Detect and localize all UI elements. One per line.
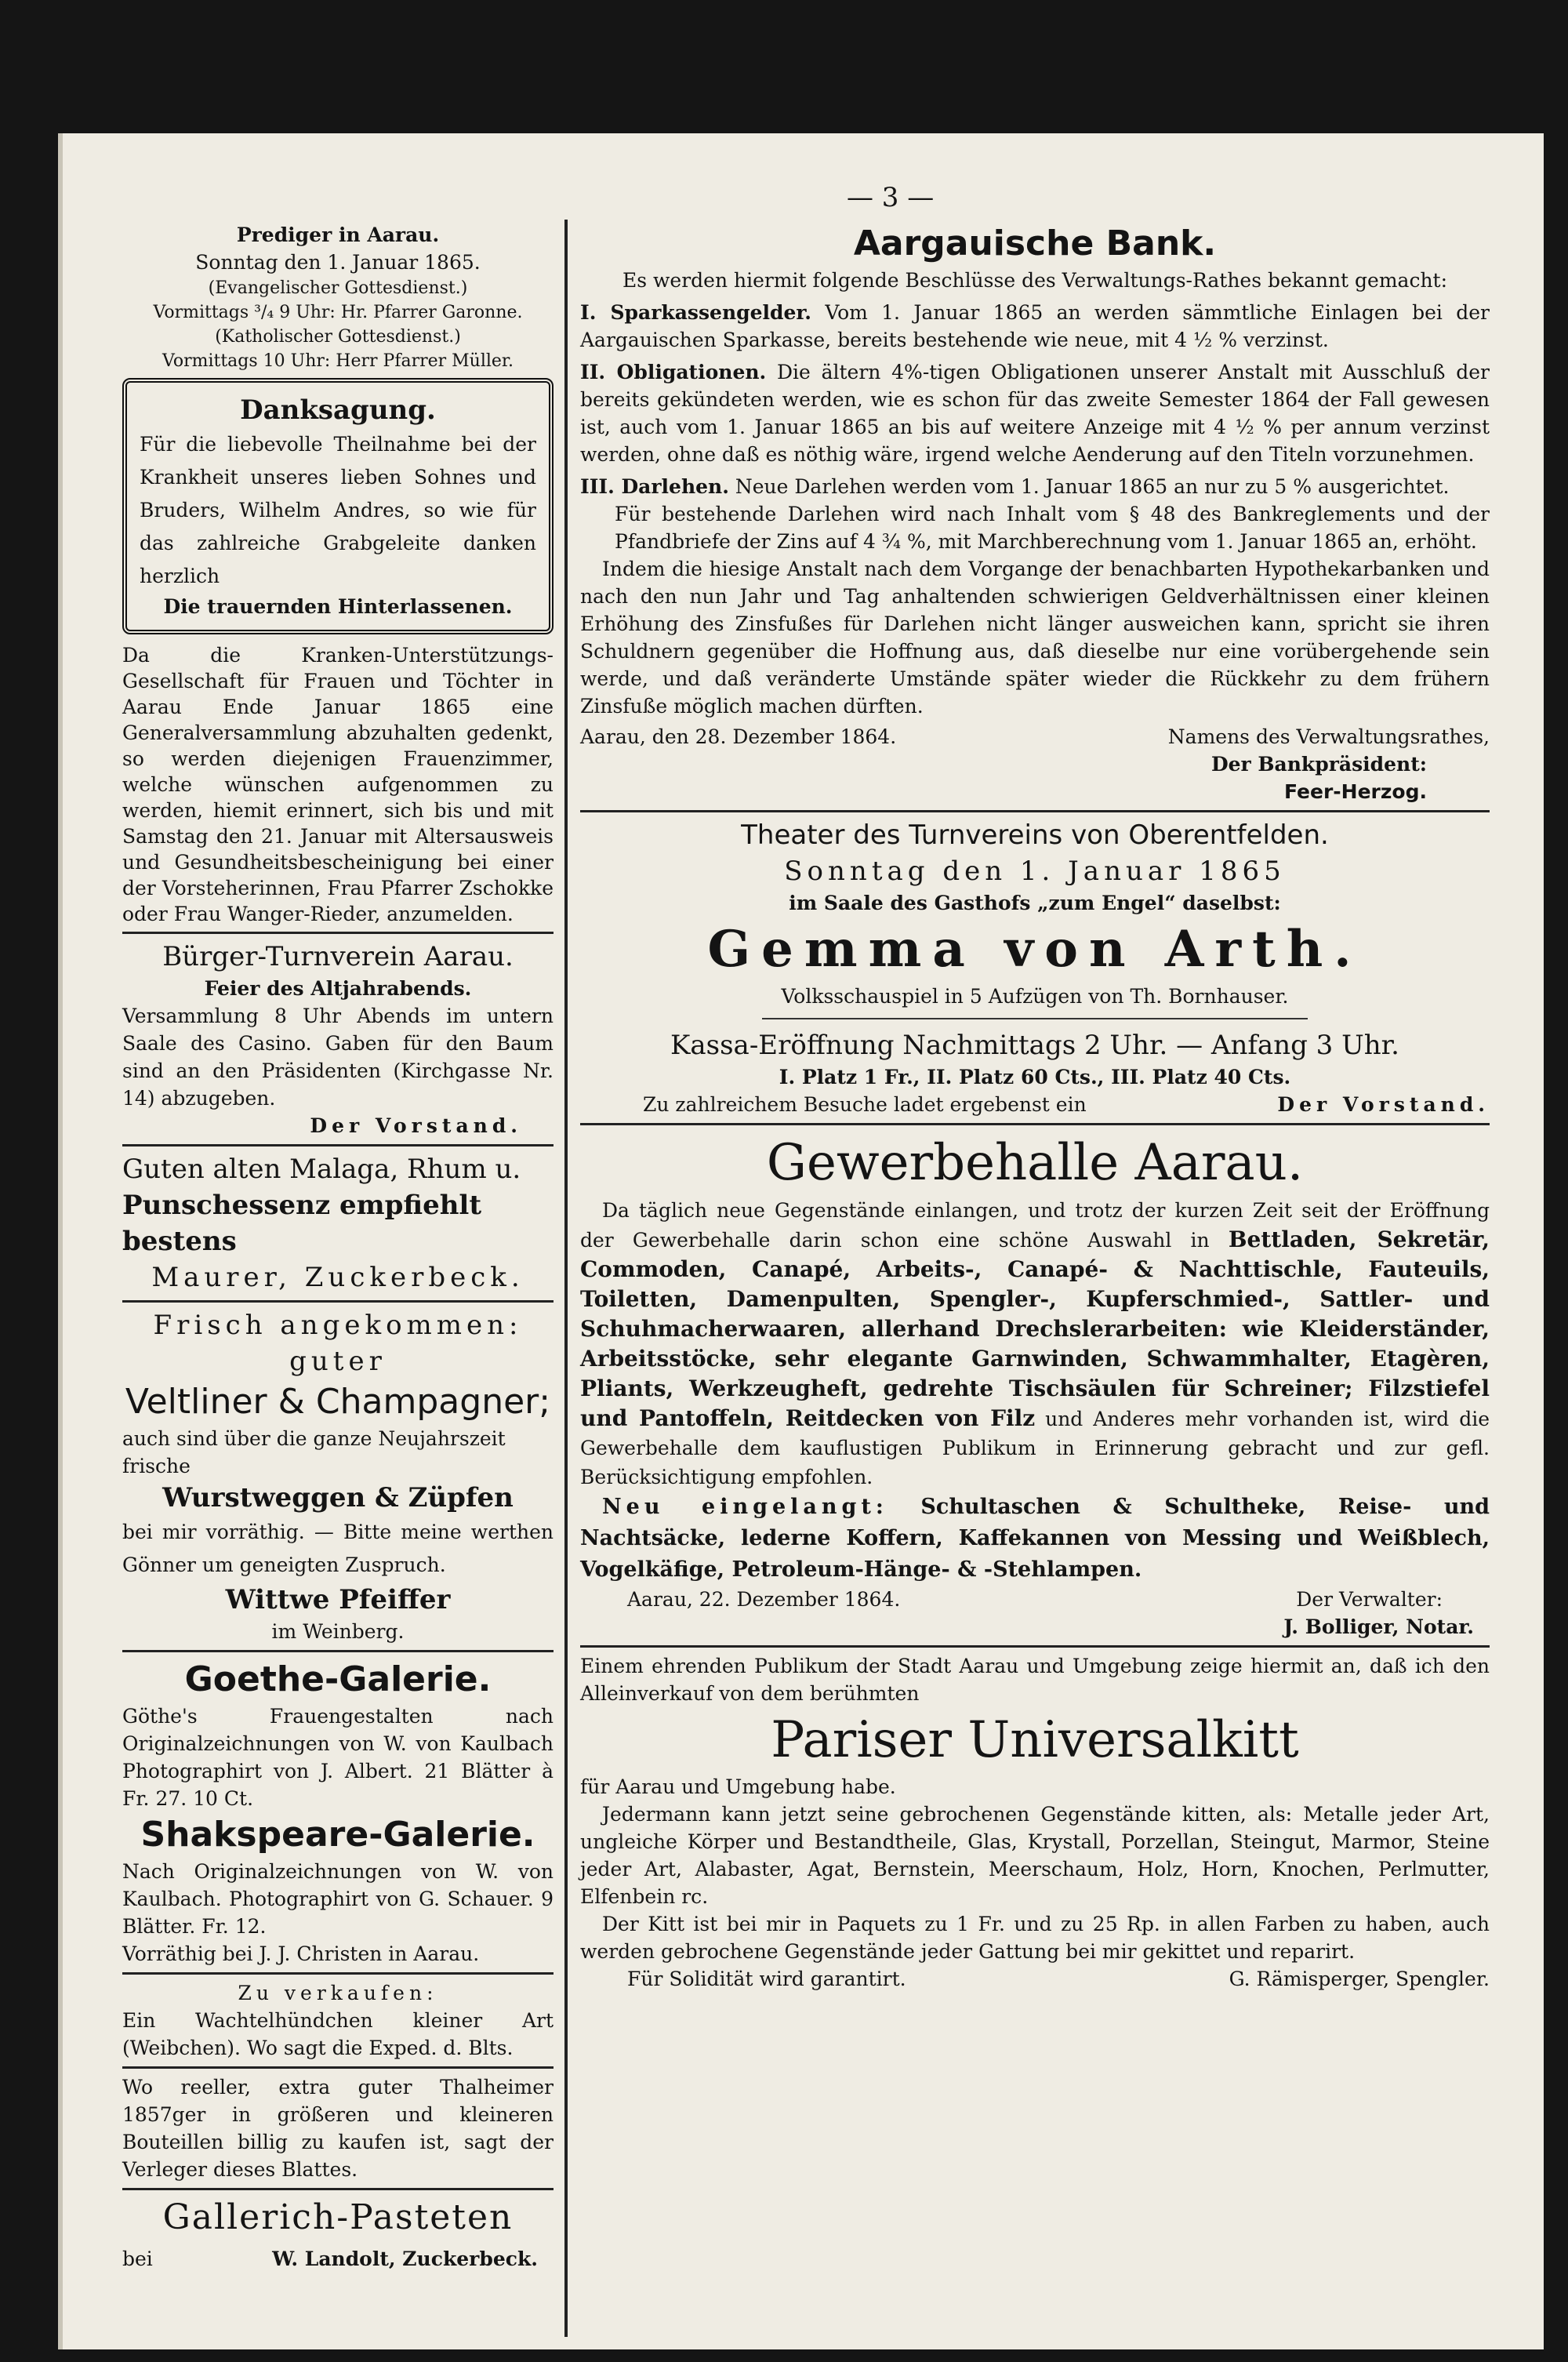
veltliner-line5: bei mir vorräthig. — Bitte meine werthen Gönner um geneigten Zuspruch. — [122, 1521, 554, 1576]
bank-title: Aargauische Bank. — [853, 223, 1217, 263]
preacher-date: Sonntag den 1. Januar 1865. — [195, 251, 481, 274]
kitt-body2: Der Kitt ist bei mir in Paquets zu 1 Fr. und zu 25 Rp. in allen Farben zu haben, auch werden gebrochene Gegenstände jeder Gattung bei mir gekittet und reparirt. — [580, 1913, 1490, 1963]
theater-prices: I. Platz 1 Fr., II. Platz 60 Cts., III. Platz 40 Cts. — [779, 1066, 1291, 1088]
turnverein-title: Bürger-Turnverein Aarau. — [162, 941, 514, 972]
pastries-signature: W. Landolt, Zuckerbeck. — [272, 2248, 538, 2270]
evangelical-label: (Evangelischer Gottesdienst.) — [208, 278, 468, 298]
gewerbe-new-items: Schultaschen & Schultheke, Reise- und Nachtsäcke, lederne Koffern, Kaffekannen von Messing und Weißblech, Vogelkäfige, Petroleum-Hänge- & -Stehlampen. — [580, 1495, 1490, 1582]
thanks-body: Für die liebevolle Theilnahme bei der Krankheit unseres lieben Sohnes und Bruders, Wilhelm Andres, so wie für das zahlreiche Grabgeleite danken herzlich — [140, 433, 536, 587]
turnverein-subtitle: Feier des Altjahrabends. — [204, 977, 472, 1000]
veltliner-ad — [122, 1307, 554, 1645]
evangelical-time: Vormittags ³/₄ 9 Uhr: Hr. Pfarrer Garonne. — [153, 303, 523, 322]
bank-on-behalf: Namens des Verwaltungsrathes, — [1167, 725, 1490, 748]
veltliner-line2: Veltliner & Champagner; — [125, 1382, 551, 1422]
kitt-intro: Einem ehrenden Publikum der Stadt Aarau und Umgebung zeige hiermit an, daß ich den Alleinverkauf von dem berühmten — [580, 1655, 1490, 1705]
shakespeare-note: Vorräthig bei J. J. Christen in Aarau. — [122, 1942, 480, 1965]
veltliner-line1: Frisch angekommen: guter — [153, 1310, 523, 1377]
gewerbe-role: Der Verwalter: — [1296, 1588, 1443, 1611]
theater-play: Gemma von Arth. — [707, 920, 1363, 979]
bank-s3-label: III. Darlehen. — [580, 475, 729, 498]
gewerbe-title: Gewerbehalle Aarau. — [766, 1134, 1304, 1192]
kitt-guarantee: Für Solidität wird garantirt. — [627, 1968, 906, 1990]
veltliner-location: im Weinberg. — [271, 1620, 405, 1643]
sick-fund-notice: Da die Kranken-Unterstützungs-Gesellschaft für Frauen und Töchter in Aarau Ende Januar 1865 eine Generalversammlung abzuhalten gedenkt, so werden diejenigen Frauenzimmer, welche wünschen aufgenommen zu werden, hiemit erinnert, sich bis und mit Samstag den 21. Januar mit Altersausweis und Gesundheitsbescheinigung bei einer der Vorsteherinnen, Frau Pfarrer Zschokke oder Frau Wanger-Rieder, anzumelden. — [122, 644, 554, 925]
page-number: — 3 — — [847, 182, 935, 213]
bank-intro: Es werden hiermit folgende Beschlüsse des Verwaltungs-Rathes bekannt gemacht: — [622, 269, 1448, 292]
bank-s2-label: II. Obligationen. — [580, 361, 767, 383]
left-column — [122, 221, 554, 2273]
column-divider — [564, 220, 568, 2337]
turnverein-signature: Der Vorstand. — [310, 1114, 522, 1137]
turnverein-notice — [122, 939, 554, 1139]
bank-s3-body: Neue Darlehen werden vom 1. Januar 1865 an nur zu 5 % ausgerichtet. — [735, 475, 1450, 498]
theater-signature: Der Vorstand. — [1277, 1093, 1490, 1116]
thanks-signature: Die trauernden Hinterlassenen. — [163, 595, 513, 618]
veltliner-line3: auch sind über die ganze Neujahrszeit frische — [122, 1427, 506, 1477]
thanks-title: Danksagung. — [240, 394, 436, 426]
wine-ad: Wo reeller, extra guter Thalheimer 1857ger in größeren und kleineren Bouteillen billig zu kaufen ist, sagt der Verleger dieses Blattes. — [122, 2076, 554, 2181]
catholic-time: Vormittags 10 Uhr: Herr Pfarrer Müller. — [162, 351, 514, 371]
theater-venue: im Saale des Gasthofs „zum Engel“ daselbst: — [789, 892, 1281, 914]
gewerbe-body2: und Anderes mehr vorhanden ist, wird die Gewerbehalle dem kauflustigen Publikum in Erinnerung gebracht und zur gefl. Berücksichtigung empfohlen. — [580, 1408, 1490, 1488]
theater-times: Kassa-Eröffnung Nachmittags 2 Uhr. — Anfang 3 Uhr. — [670, 1030, 1399, 1061]
malaga-line1: Guten alten Malaga, Rhum u. — [122, 1154, 521, 1185]
kitt-title: Pariser Universalkitt — [771, 1711, 1299, 1769]
theater-genre: Volksschauspiel in 5 Aufzügen von Th. Bornhauser. — [781, 985, 1289, 1008]
gewerbe-date: Aarau, 22. Dezember 1864. — [627, 1588, 901, 1611]
bank-date: Aarau, den 28. Dezember 1864. — [580, 725, 897, 748]
bank-s3-body2: Für bestehende Darlehen wird nach Inhalt vom § 48 des Bankreglements und der Pfandbriefe der Zins auf 4 ¾ %, mit Marchberechnung vom 1. Januar 1865 an, erhöht. — [615, 503, 1490, 553]
kitt-signature: G. Rämisperger, Spengler. — [1229, 1968, 1490, 1990]
pastries-title: Gallerich-Pasteten — [162, 2197, 514, 2237]
kitt-notice — [580, 1652, 1490, 1993]
newspaper-page — [58, 133, 1544, 2349]
veltliner-line4: Wurstweggen & Züpfen — [162, 1482, 514, 1513]
thanks-notice — [122, 378, 554, 634]
gewerbe-new-label: Neu eingelangt: — [602, 1495, 888, 1519]
shakespeare-title: Shakspeare-Galerie. — [140, 1815, 535, 1855]
pastries-ad — [122, 2195, 554, 2273]
goethe-body: Göthe's Frauengestalten nach Originalzeichnungen von W. von Kaulbach Photographirt von J. Albert. 21 Blätter à Fr. 27. 10 Ct. — [122, 1705, 554, 1810]
malaga-signature: Maurer, Zuckerbeck. — [151, 1262, 524, 1293]
gewerbe-bold-items: Bettladen, Sekretär, Commoden, Canapé, Arbeits-, Canapé- & Nachttischle, Fauteuils, Toiletten, Damenpulten, Spengler-, Kupferschmied-, Sattler- und Schuhmacherwaaren, allerhand Drechslerarbeiten: wie Kleiderständer, Arbeitsstöcke, sehr elegante Garnwinden, Schwammhalter, Etagèren, Pliants, Werkzeugheft, gedrehte Tischsäulen für Schreiner; Filzstiefel und Pantoffeln, Reitdecken von Filz — [580, 1226, 1490, 1431]
malaga-ad — [122, 1151, 554, 1295]
goethe-ad — [122, 1657, 554, 1968]
bank-paragraph: Indem die hiesige Anstalt nach dem Vorgange der benachbarten Hypothekarbanken und nach den nun Jahr und Tag anhaltenden schwierigen Geldverhältnissen einer kleinen Erhöhung des Zinsfußes für Darlehen nicht länger ausweichen kann, spricht sie ihren Schuldnern gegenüber die Hoffnung aus, daß dieselbe nur eine vorübergehende sein werde, und daß veränderte Umstände später wieder die Rückkehr zu dem frühern Zinsfuße möglich machen dürften. — [580, 558, 1490, 718]
catholic-label: (Katholischer Gottesdienst.) — [215, 327, 461, 347]
theater-invite: Zu zahlreichem Besuche ladet ergebenst ein — [643, 1093, 1087, 1116]
turnverein-body: Versammlung 8 Uhr Abends im untern Saale des Casino. Gaben für den Baum sind an den Präsidenten (Kirchgasse Nr. 14) abzugeben. — [122, 1005, 554, 1110]
pastries-prefix: bei — [122, 2248, 153, 2270]
preacher-title: Prediger in Aarau. — [236, 223, 440, 246]
theater-notice — [580, 817, 1490, 1118]
gewerbe-notice — [580, 1130, 1490, 1641]
bank-s1-body: Vom 1. Januar 1865 an werden sämmtliche Einlagen bei der Aargauischen Sparkasse, bereits bestehende wie neue, mit 4 ½ % verzinst. — [580, 301, 1490, 351]
bank-role: Der Bankpräsident: — [1210, 753, 1427, 776]
veltliner-signature: Wittwe Pfeiffer — [225, 1584, 451, 1615]
goethe-title: Goethe-Galerie. — [184, 1659, 492, 1699]
bank-signature: Feer-Herzog. — [1283, 780, 1427, 803]
sale-title: Zu verkaufen: — [238, 1982, 438, 2004]
kitt-body1: Jedermann kann jetzt seine gebrochenen Gegenstände kitten, als: Metalle jeder Art, ungleiche Körper und Bestandtheile, Glas, Krystall, Porzellan, Steingut, Marmor, Steine jeder Art, Alabaster, Agat, Bernstein, Meerschaum, Holz, Horn, Knochen, Perlmutter, Elfenbein rc. — [580, 1803, 1490, 1908]
gewerbe-signature: J. Bolliger, Notar. — [1283, 1615, 1474, 1638]
right-column — [580, 221, 1490, 1993]
bank-s1-label: I. Sparkassengelder. — [580, 301, 811, 324]
shakespeare-body: Nach Originalzeichnungen von W. von Kaulbach. Photographirt von G. Schauer. 9 Blätter. Fr. 12. — [122, 1860, 554, 1938]
preacher-notice — [122, 221, 554, 373]
sale-ad — [122, 1979, 554, 2062]
malaga-line2: Punschessenz empfiehlt bestens — [122, 1190, 482, 1257]
theater-date: Sonntag den 1. Januar 1865 — [784, 856, 1286, 887]
sale-body: Ein Wachtelhündchen kleiner Art (Weibchen). Wo sagt die Exped. d. Blts. — [122, 2009, 554, 2059]
bank-notice — [580, 221, 1490, 805]
bank-s2-body: Die ältern 4%-tigen Obligationen unserer Anstalt mit Ausschluß der bereits gekündeten werden, wie es schon für das zweite Semester 1864 der Fall gewesen ist, auch vom 1. Januar 1865 an bis auf weitere Anzeige mit 4 ½ % per annum verzinst werden, ohne daß es nöthig wäre, irgend welche Aenderung auf den Titeln vorzunehmen. — [580, 361, 1490, 466]
kitt-sub: für Aarau und Umgebung habe. — [580, 1775, 896, 1798]
theater-title: Theater des Turnvereins von Oberentfelden. — [741, 819, 1329, 851]
gewerbe-body1: Da täglich neue Gegenstände einlangen, und trotz der kurzen Zeit seit der Eröffnung der Gewerbehalle darin schon eine schöne Auswahl in — [580, 1199, 1490, 1252]
